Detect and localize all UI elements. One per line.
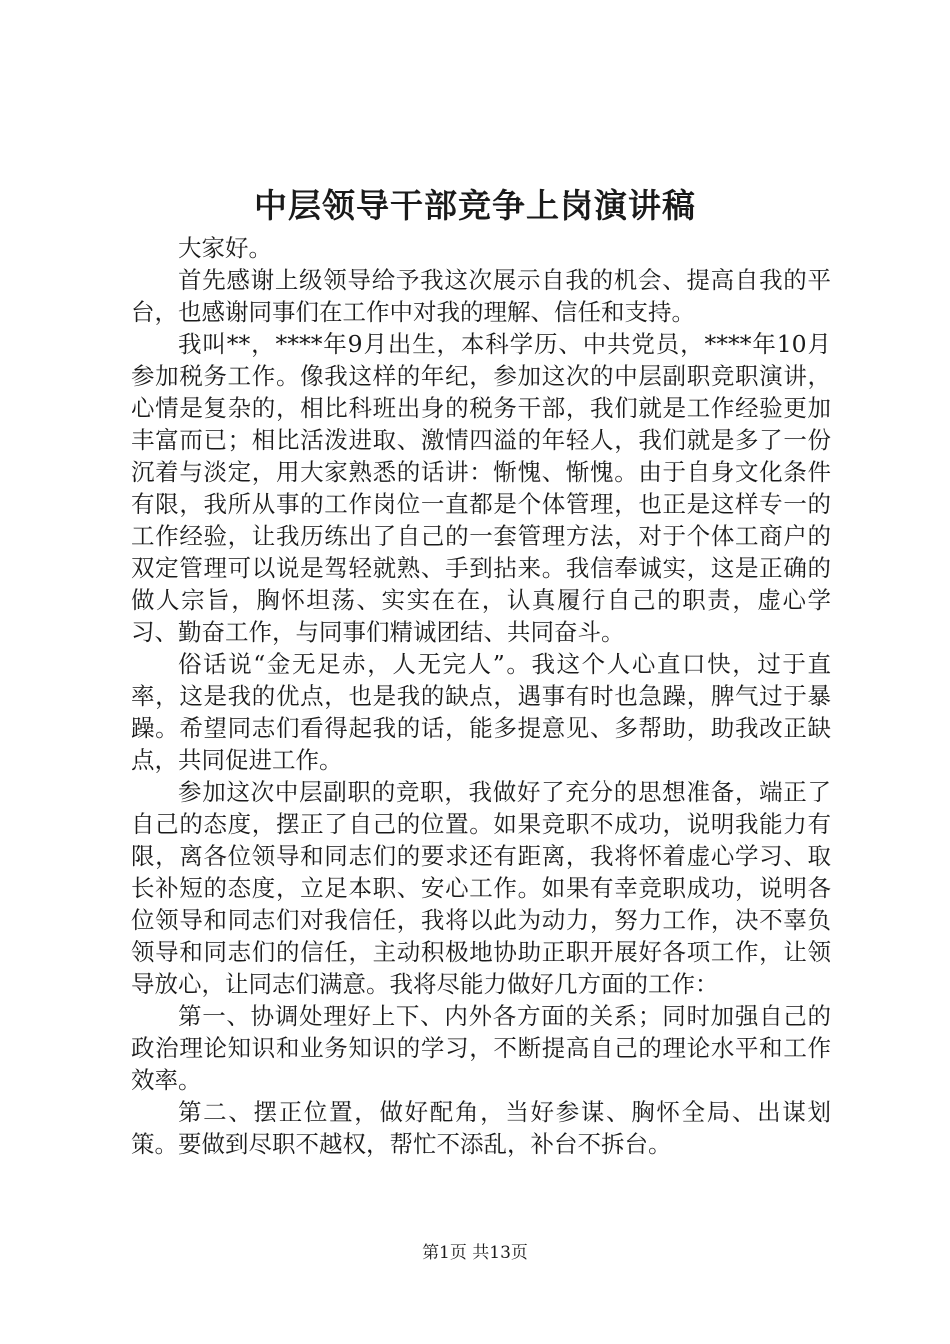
paragraph-self-intro: 我叫**，****年9月出生，本科学历、中共党员，****年10月参加税务工作。像我这样的年纪，参加这次的中层副职竞职演讲，心情是复杂的，相比科班出身的税务干部，我们就是工作经验更加丰富而已；相比活泼进取、激情四溢的年轻人，我们就是多了一份沉着与淡定，用大家熟悉的话讲：惭愧、惭愧。由于自身文化条件有限，我所从事的工作岗位一直都是个体管理，也正是这样专一的工作经验，让我历练出了自己的一套管理方法，对于个体工商户的双定管理可以说是驾轻就熟、手到拈来。我信奉诚实，这是正确的做人宗旨，胸怀坦荡、实实在在，认真履行自己的职责，虚心学习、勤奋工作，与同事们精诚团结、共同奋斗。 xyxy=(131,330,831,646)
paragraph-greeting: 大家好。 xyxy=(178,234,272,262)
paragraph-thanks: 首先感谢上级领导给予我这次展示自我的机会、提高自我的平台，也感谢同事们在工作中对我的理解、信任和支持。 xyxy=(131,266,831,326)
paragraph-point-one: 第一、协调处理好上下、内外各方面的关系；同时加强自己的政治理论知识和业务知识的学习，不断提高自己的理论水平和工作效率。 xyxy=(131,1002,831,1094)
paragraph-preparation: 参加这次中层副职的竞职，我做好了充分的思想准备，端正了自己的态度，摆正了自己的位置。如果竞职不成功，说明我能力有限，离各位领导和同志们的要求还有距离，我将怀着虚心学习、取长补短的态度，立足本职、安心工作。如果有幸竞职成功，说明各位领导和同志们对我信任，我将以此为动力，努力工作，决不辜负领导和同志们的信任，主动积极地协助正职开展好各项工作，让领导放心，让同志们满意。我将尽能力做好几方面的工作： xyxy=(131,778,831,998)
paragraph-personality: 俗话说“金无足赤，人无完人”。我这个人心直口快，过于直率，这是我的优点，也是我的缺点，遇事有时也急躁，脾气过于暴躁。希望同志们看得起我的话，能多提意见、多帮助，助我改正缺点，共同促进工作。 xyxy=(131,650,831,774)
paragraph-point-two: 第二、摆正位置，做好配角，当好参谋、胸怀全局、出谋划策。要做到尽职不越权，帮忙不添乱，补台不拆台。 xyxy=(131,1098,831,1158)
document-title: 中层领导干部竞争上岗演讲稿 xyxy=(254,186,696,225)
document-body xyxy=(131,232,831,1160)
page-number-footer: 第1页 共13页 xyxy=(422,1243,528,1263)
